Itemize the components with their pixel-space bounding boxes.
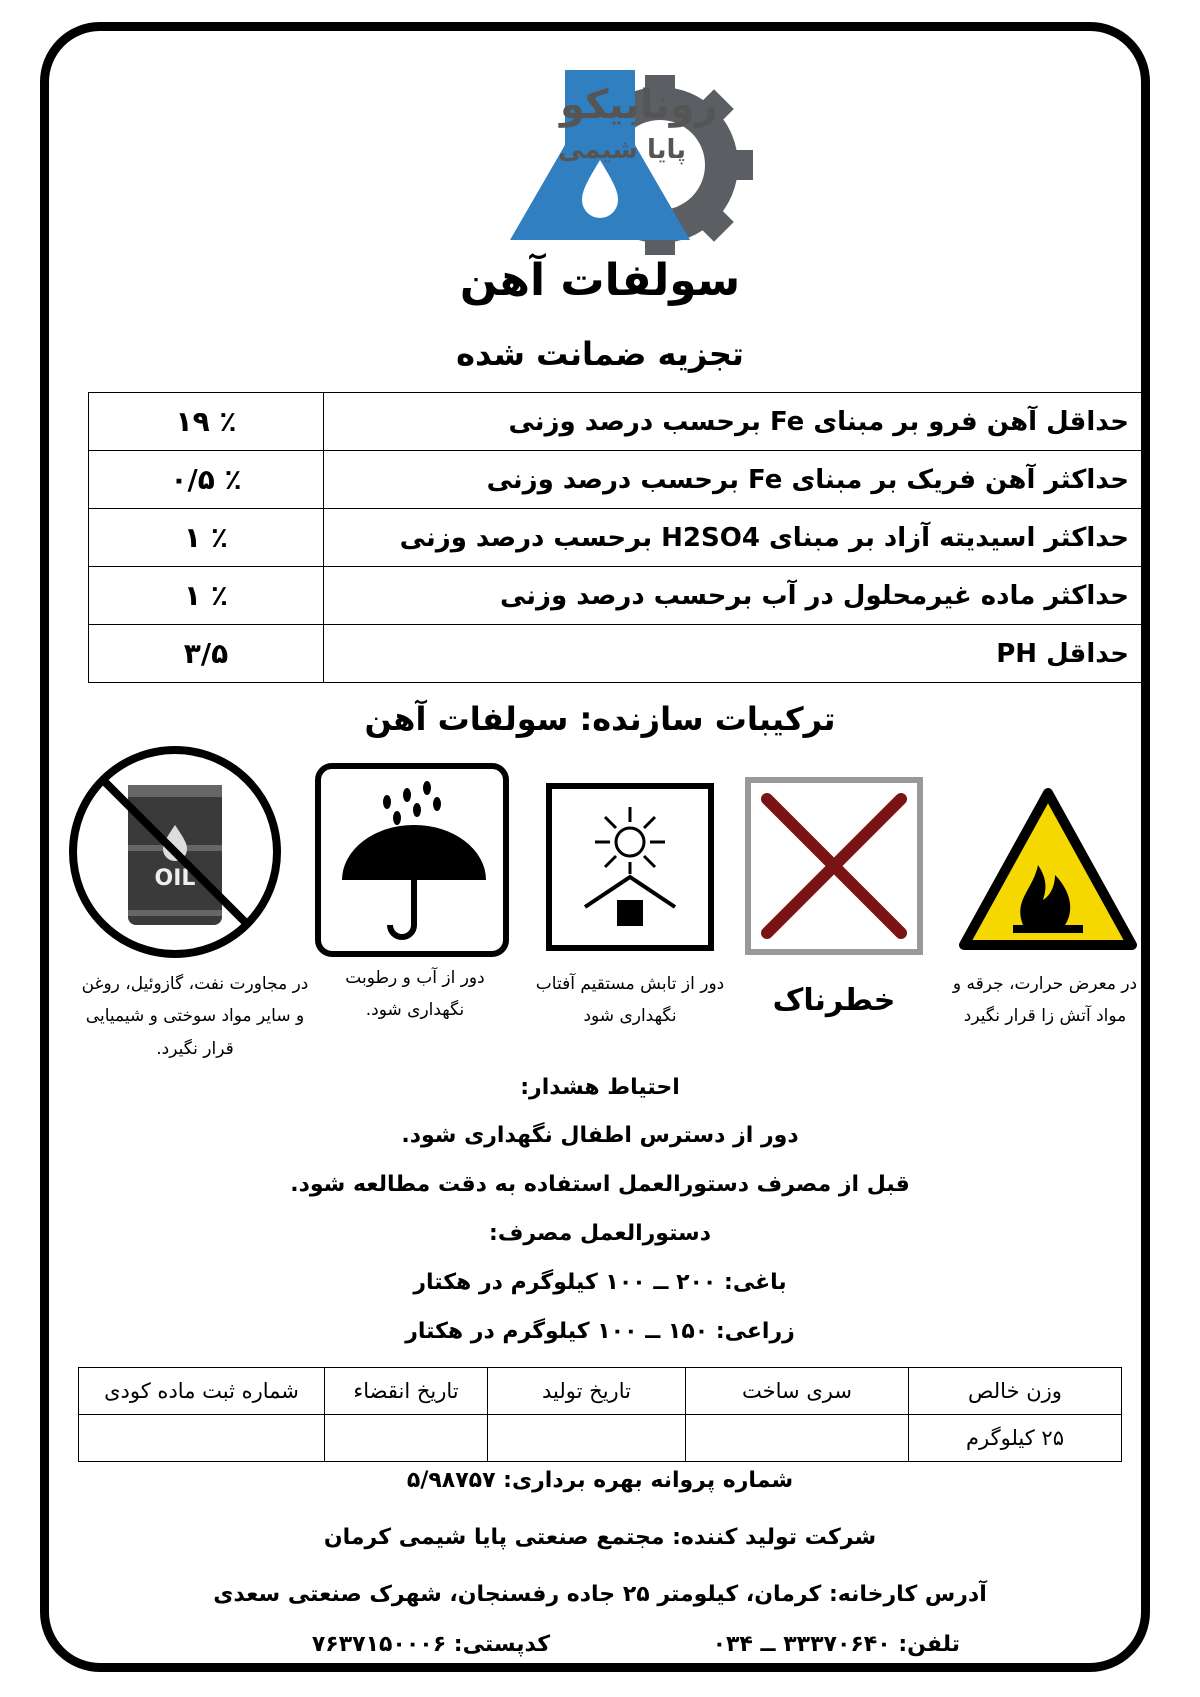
sun-caption: دور از تابش مستقیم آفتاب نگهداری شود (535, 974, 725, 1027)
no-oil-icon (60, 745, 290, 960)
batch-value (686, 1415, 909, 1462)
product-info-table (78, 1367, 1122, 1462)
spec-value: ٪ ۱۹ (89, 393, 324, 451)
table-row (79, 1368, 1122, 1415)
table-header: وزن خالص (909, 1368, 1122, 1415)
company-logo (440, 40, 760, 260)
table-header: تاریخ تولید (488, 1368, 686, 1415)
table-row (89, 509, 1142, 567)
net-weight-value: ۲۵ کیلوگرم (909, 1415, 1122, 1462)
composition-title: ترکیبات سازنده: سولفات آهن (364, 700, 836, 738)
logo-subname: پایا شیمی (558, 135, 687, 165)
table-header: شماره ثبت ماده کودی (79, 1368, 325, 1415)
table-header: تاریخ انقضاء (325, 1368, 488, 1415)
keep-dry-icon (312, 760, 512, 960)
spec-label: حداقل آهن فرو بر مبنای Fe برحسب درصد وزنی (324, 393, 1142, 451)
production-date-value (488, 1415, 686, 1462)
spec-table (88, 392, 1142, 683)
spec-label: حداکثر اسیدیته آزاد بر مبنای H2SO4 برحسب درصد وزنی (324, 509, 1142, 567)
spec-label: حداکثر ماده غیرمحلول در آب برحسب درصد وزنی (324, 567, 1142, 625)
table-header: سری ساخت (686, 1368, 909, 1415)
spec-value: ٪ ۰/۵ (89, 451, 324, 509)
oil-label: OIL (154, 866, 196, 891)
danger-x-icon (745, 777, 923, 955)
danger-caption: خطرناک (772, 983, 896, 1018)
factory-address: آدرس کارخانه: کرمان، کیلومتر ۲۵ جاده رفسنجان، شهرک صنعتی سعدی (213, 1582, 987, 1607)
spec-value: ٪ ۱ (89, 509, 324, 567)
rain-caption: دور از آب و رطوبت نگهداری شود. (345, 968, 485, 1021)
manufacturer: شرکت تولید کننده: مجتمع صنعتی پایا شیمی کرمان (323, 1525, 877, 1550)
usage-title: دستورالعمل مصرف: (489, 1221, 711, 1246)
oil-caption: در مجاورت نفت، گازوئیل، روغن و سایر مواد سوختی و شیمیایی قرار نگیرد. (81, 974, 309, 1059)
keep-from-sun-icon (545, 782, 715, 952)
registration-value (79, 1415, 325, 1462)
postal-code: کدپستی: ۷۶۳۷۱۵۰۰۰۶ (311, 1632, 550, 1657)
spec-value: ۳/۵ (89, 625, 324, 683)
table-row (79, 1415, 1122, 1462)
table-row (89, 567, 1142, 625)
usage-line: باغی: ۲۰۰ ــ ۱۰۰ کیلوگرم در هکتار (413, 1270, 787, 1295)
license-number: شماره پروانه بهره برداری: ۵/۹۸۷۵۷ (406, 1468, 794, 1493)
analysis-title: تجزیه ضمانت شده (456, 335, 744, 373)
flammable-caption: در معرض حرارت، جرقه و مواد آتش زا قرار نگیرد (952, 974, 1138, 1027)
warning-title: احتیاط هشدار: (520, 1075, 680, 1100)
table-row (89, 625, 1142, 683)
spec-label: حداقل PH (324, 625, 1142, 683)
usage-line: زراعی: ۱۵۰ ــ ۱۰۰ کیلوگرم در هکتار (405, 1319, 795, 1344)
spec-value: ٪ ۱ (89, 567, 324, 625)
product-title: سولفات آهن (459, 255, 741, 306)
warning-line: دور از دسترس اطفال نگهداری شود. (401, 1123, 799, 1148)
table-row (89, 393, 1142, 451)
spec-label: حداکثر آهن فریک بر مبنای Fe برحسب درصد وزنی (324, 451, 1142, 509)
warning-line: قبل از مصرف دستورالعمل استفاده به دقت مطالعه شود. (290, 1172, 910, 1197)
table-row (89, 451, 1142, 509)
expiry-date-value (325, 1415, 488, 1462)
phone-number: تلفن: ۳۳۳۷۰۶۴۰ ــ ۰۳۴ (712, 1632, 960, 1657)
flammable-icon (958, 785, 1138, 955)
logo-name: رونابیکو (560, 82, 718, 128)
